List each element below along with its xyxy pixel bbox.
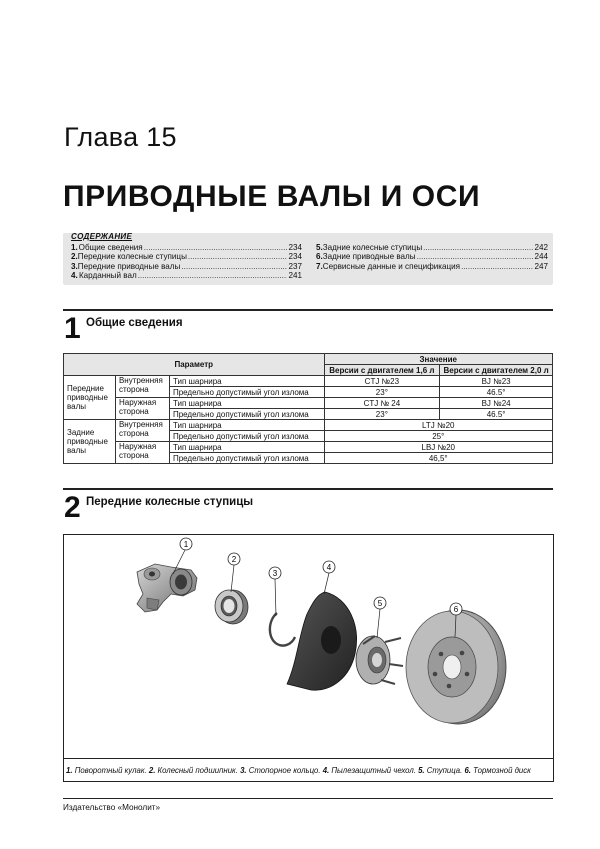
wheel-hub	[356, 636, 403, 684]
section-title: Общие сведения	[86, 317, 183, 329]
toc-page: 234	[288, 243, 302, 252]
inner-side-label: Внутренняя сторона	[115, 420, 169, 442]
caption-text: Колесный подшипник.	[157, 766, 238, 775]
rear-group-label: Задние приводные валы	[64, 420, 116, 464]
toc-title: Передние приводные валы	[77, 261, 181, 271]
table-cell: BJ №23	[440, 376, 553, 387]
section-number: 1	[64, 312, 81, 345]
version2-header: Версии с двигателем 2,0 л	[440, 365, 553, 376]
table-row	[64, 398, 553, 409]
toc-title: Общие сведения	[78, 243, 143, 252]
table-row	[64, 442, 553, 453]
toc-leader	[188, 252, 288, 261]
toc-page: 241	[288, 271, 302, 281]
table-cell: LTJ №20	[324, 420, 553, 431]
toc-page: 242	[534, 243, 548, 252]
value-header: Значение	[324, 354, 553, 365]
toc-page: 237	[288, 261, 302, 271]
chapter-label: Глава 15	[64, 122, 177, 152]
callout-5: 5	[377, 599, 383, 608]
toc-label: СОДЕРЖАНИЕ	[71, 232, 133, 241]
wheel-bearing	[215, 590, 248, 624]
table-cell: LBJ №20	[324, 442, 553, 453]
publisher-footer: Издательство «Монолит»	[63, 803, 161, 812]
toc-leader	[181, 262, 287, 271]
callout-3: 3	[272, 569, 278, 578]
toc-item[interactable]	[71, 243, 302, 252]
caption-divider	[63, 758, 554, 759]
toc-item[interactable]	[316, 262, 548, 271]
callout-6: 6	[453, 605, 459, 614]
joint-type-label: Тип шарнира	[169, 442, 324, 453]
toc-item[interactable]	[316, 252, 548, 261]
toc-leader	[461, 262, 533, 271]
table-cell: 23°	[324, 409, 440, 420]
figure-caption	[66, 766, 531, 775]
caption-text: Стопорное кольцо.	[248, 766, 321, 775]
toc-title: Карданный вал	[78, 271, 137, 281]
toc-title: Задние колесные ступицы	[322, 243, 423, 252]
table-cell: 46,5°	[324, 453, 553, 464]
toc-num: 7.	[316, 261, 323, 271]
toc-leader	[423, 243, 533, 252]
caption-text: Поворотный кулак.	[74, 766, 147, 775]
table-cell: 46.5°	[440, 387, 553, 398]
toc-num: 4.	[71, 271, 78, 281]
caption-text: Ступица.	[426, 766, 463, 775]
inner-side-label: Внутренняя сторона	[115, 376, 169, 398]
max-angle-label: Предельно допустимый угол излома	[169, 453, 324, 464]
toc-num: 3.	[71, 261, 78, 271]
param-header: Параметр	[64, 354, 325, 376]
table-cell: CTJ №23	[324, 376, 440, 387]
callout-2: 2	[231, 555, 237, 564]
toc-page: 247	[534, 261, 548, 271]
table-row	[64, 376, 553, 387]
toc-item[interactable]	[71, 252, 302, 261]
outer-side-label: Наружная сторона	[115, 398, 169, 420]
toc-title: Передние колесные ступицы	[77, 252, 187, 262]
brake-disc	[406, 610, 506, 724]
front-group-label: Передние приводные валы	[64, 376, 116, 420]
toc-num: 2.	[71, 252, 78, 262]
hub-assembly-illustration	[63, 534, 554, 758]
callout-1: 1	[183, 540, 189, 549]
version1-header: Версии с двигателем 1,6 л	[324, 365, 440, 376]
chapter-title: ПРИВОДНЫЕ ВАЛЫ И ОСИ	[63, 180, 481, 213]
table-cell: CTJ № 24	[324, 398, 440, 409]
caption-num: 6.	[464, 766, 471, 775]
toc-item[interactable]	[71, 271, 302, 280]
toc-num: 5.	[316, 243, 323, 252]
caption-num: 2.	[148, 766, 156, 775]
caption-num: 1.	[66, 766, 73, 775]
section-rule	[63, 309, 553, 311]
toc-page: 234	[288, 252, 302, 262]
caption-text: Тормозной диск	[473, 766, 531, 775]
caption-num: 4.	[322, 766, 330, 775]
dust-shield	[287, 592, 357, 690]
max-angle-label: Предельно допустимый угол излома	[169, 409, 324, 420]
section-rule	[63, 488, 553, 490]
toc-leader	[417, 252, 534, 261]
toc-title: Сервисные данные и спецификация	[322, 261, 461, 271]
joint-type-label: Тип шарнира	[169, 398, 324, 409]
section-title: Передние колесные ступицы	[86, 496, 254, 508]
joint-type-label: Тип шарнира	[169, 420, 324, 431]
callout-4: 4	[326, 563, 332, 572]
max-angle-label: Предельно допустимый угол излома	[169, 431, 324, 442]
footer-rule	[63, 798, 553, 799]
toc-leader	[144, 243, 288, 252]
toc-page: 244	[534, 252, 548, 262]
table-row	[64, 420, 553, 431]
toc-num: 6.	[316, 252, 323, 262]
table-cell: BJ №24	[440, 398, 553, 409]
caption-num: 3.	[240, 766, 247, 775]
joint-type-label: Тип шарнира	[169, 376, 324, 387]
toc-left-column	[71, 243, 302, 281]
table-header-row	[64, 354, 553, 365]
caption-num: 5.	[418, 766, 425, 775]
snap-ring	[270, 613, 295, 646]
outer-side-label: Наружная сторона	[115, 442, 169, 464]
table-cell: 46.5°	[440, 409, 553, 420]
toc-leader	[138, 271, 288, 280]
toc-item[interactable]	[316, 243, 548, 252]
section-number: 2	[64, 491, 81, 524]
steering-knuckle	[137, 564, 197, 612]
toc-num: 1.	[71, 243, 78, 252]
table-cell: 23°	[324, 387, 440, 398]
table-cell: 25°	[324, 431, 553, 442]
max-angle-label: Предельно допустимый угол излома	[169, 387, 324, 398]
caption-text: Пылезащитный чехол.	[331, 766, 416, 775]
toc-item[interactable]	[71, 262, 302, 271]
toc-title: Задние приводные валы	[322, 252, 416, 262]
spec-table	[63, 353, 553, 464]
toc-right-column	[316, 243, 548, 271]
